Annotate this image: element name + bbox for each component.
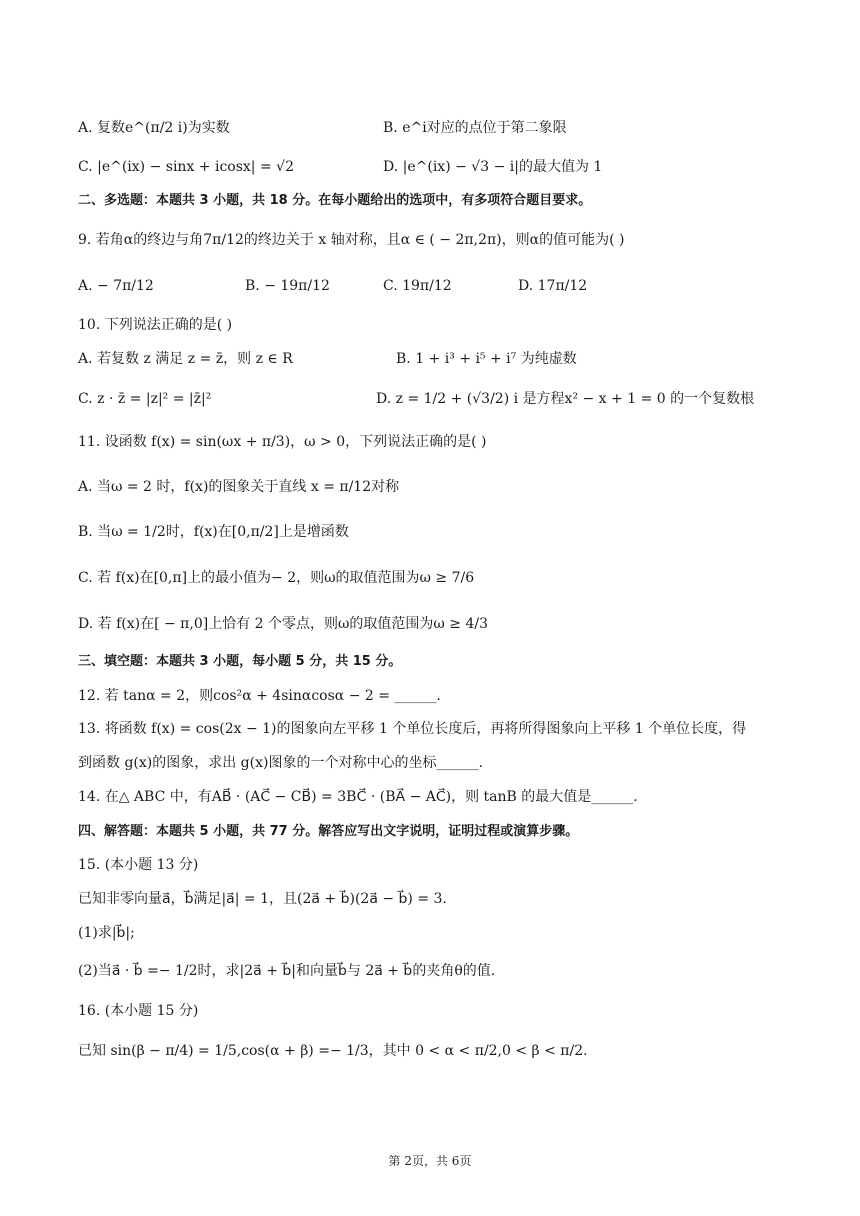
section-heading-solutions: 四、解答题：本题共 5 小题，共 77 分。解答应写出文字说明，证明过程或演算步骤。 xyxy=(78,824,579,839)
q10-option-a: A. 若复数 z 满足 z = z̄，则 z ∈ R xyxy=(78,351,293,367)
q16-title: 16. (本小题 15 分) xyxy=(78,1003,199,1019)
q13-stem-line1: 13. 将函数 f(x) = cos(2x − 1)的图象向左平移 1 个单位长度后，再将所得图象向上平移 1 个单位长度，得 xyxy=(78,721,747,737)
q16-given: 已知 sin(β − π/4) = 1/5,cos(α + β) =− 1/3，其中 0 < α < π/2,0 < β < π/2. xyxy=(78,1043,588,1059)
q8-option-a: A. 复数e^(π/2 i)为实数 xyxy=(78,120,230,136)
q11-option-a: A. 当ω = 2 时，f(x)的图象关于直线 x = π/12对称 xyxy=(78,479,400,495)
q10-stem: 10. 下列说法正确的是( ) xyxy=(78,317,233,333)
q12-stem: 12. 若 tanα = 2，则cos²α + 4sinαcosα − 2 = ______. xyxy=(78,688,441,704)
q9-option-c: C. 19π/12 xyxy=(383,278,452,294)
q9-stem: 9. 若角α的终边与角7π/12的终边关于 x 轴对称，且α ∈ ( − 2π,2π)，则α的值可能为( ) xyxy=(78,232,625,248)
q14-stem: 14. 在△ ABC 中，有AB⃗ · (AC⃗ − CB⃗) = 3BC⃗ · (BA⃗ − AC⃗)，则 tanB 的最大值是______. xyxy=(78,789,638,805)
q9-option-a: A. − 7π/12 xyxy=(78,278,154,294)
q13-stem-line2: 到函数 g(x)的图象，求出 g(x)图象的一个对称中心的坐标______. xyxy=(78,755,483,771)
q15-part1: (1)求|b⃗|; xyxy=(78,925,135,941)
q8-option-c: C. |e^(ix) − sinx + icosx| = √2 xyxy=(78,159,294,175)
q8-option-d: D. |e^(ix) − √3 − i|的最大值为 1 xyxy=(383,159,603,175)
q9-option-b: B. − 19π/12 xyxy=(245,278,330,294)
q10-option-c: C. z · z̄ = |z|² = |z̄|² xyxy=(78,391,212,407)
q15-part2: (2)当a⃗ · b⃗ =− 1/2时，求|2a⃗ + b⃗|和向量b⃗与 2a⃗ + b⃗的夹角θ的值. xyxy=(78,963,496,979)
q10-option-b: B. 1 + i³ + i⁵ + i⁷ 为纯虚数 xyxy=(396,351,577,367)
q8-option-b: B. e^i对应的点位于第二象限 xyxy=(383,120,567,136)
q9-option-d: D. 17π/12 xyxy=(518,278,588,294)
q15-given: 已知非零向量a⃗，b⃗满足|a⃗| = 1，且(2a⃗ + b⃗)(2a⃗ − b⃗) = 3. xyxy=(78,891,447,907)
q11-stem: 11. 设函数 f(x) = sin(ωx + π/3)，ω > 0，下列说法正确的是( ) xyxy=(78,434,487,450)
section-heading-fill-in: 三、填空题：本题共 3 小题，每小题 5 分，共 15 分。 xyxy=(78,654,402,669)
q15-title: 15. (本小题 13 分) xyxy=(78,857,199,873)
page-footer: 第 2页，共 6页 xyxy=(388,1154,472,1168)
q10-option-d: D. z = 1/2 + (√3/2) i 是方程x² − x + 1 = 0 的一个复数根 xyxy=(376,391,755,407)
q11-option-c: C. 若 f(x)在[0,π]上的最小值为− 2，则ω的取值范围为ω ≥ 7/6 xyxy=(78,570,475,586)
q11-option-b: B. 当ω = 1/2时，f(x)在[0,π/2]上是增函数 xyxy=(78,524,349,540)
section-heading-multiple-choice: 二、多选题：本题共 3 小题，共 18 分。在每小题给出的选项中，有多项符合题目要求。 xyxy=(78,193,592,208)
q11-option-d: D. 若 f(x)在[ − π,0]上恰有 2 个零点，则ω的取值范围为ω ≥ 4/3 xyxy=(78,616,488,632)
